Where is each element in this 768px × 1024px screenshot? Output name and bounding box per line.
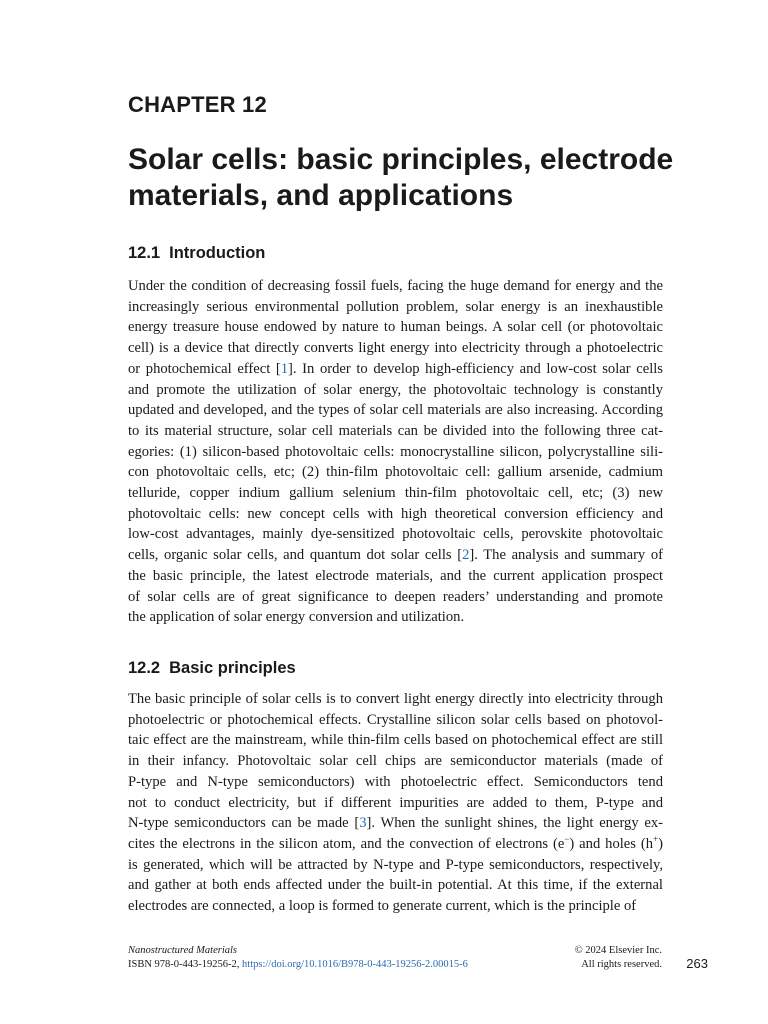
text-line: or photochemical effect [1]. In order to develop high-efficiency and low-cost solar cells xyxy=(128,360,663,377)
text-line: the basic principle, the latest electrode materials, and the current application prospect xyxy=(128,567,663,584)
chapter-title-line-1: Solar cells: basic principles, electrode xyxy=(128,143,674,176)
chapter-title xyxy=(128,142,688,214)
chapter-title-line-2: materials, and applications xyxy=(128,179,514,212)
section-heading-basic-principles xyxy=(128,659,296,678)
text-line: N-type semiconductors can be made [3]. When the sunlight shines, the light energy ex- xyxy=(128,815,663,832)
text-line: is generated, which will be attracted by N-type and P-type semiconductors, respectively, xyxy=(128,856,663,873)
text-line: of solar cells are of great significance to deepen readers’ understanding and promote xyxy=(128,588,663,605)
text-line: and promote the utilization of solar energy, the photovoltaic technology is constantly xyxy=(128,381,663,398)
text-line: to its material structure, solar cell materials can be divided into the following three cat- xyxy=(128,422,663,439)
section-number: 12.2 xyxy=(128,659,161,677)
isbn: ISBN 978-0-443-19256-2, xyxy=(128,959,243,970)
text-line: telluride, copper indium gallium selenium thin-film photovoltaic cell, etc; (3) new xyxy=(128,485,663,502)
citation-link[interactable]: 1 xyxy=(280,360,289,377)
copyright-text: © 2024 Elsevier Inc. xyxy=(574,945,662,956)
doi-link[interactable]: https://doi.org/10.1016/B978-0-443-19256-2.00015-6 xyxy=(242,959,468,970)
book-title: Nanostructured Materials xyxy=(128,945,237,956)
text-line: cells, organic solar cells, and quantum dot solar cells [2]. The analysis and summary of xyxy=(128,547,664,564)
citation-link[interactable]: 2 xyxy=(462,547,470,564)
text-line: taic effect are the mainstream, while thin-film cells based on photochemical effect are still xyxy=(128,732,663,749)
text-line: cell) is a device that directly converts light energy into electricity through a photoelectric xyxy=(128,340,663,357)
section-title: Introduction xyxy=(169,244,266,262)
text-line: in their infancy. Photovoltaic solar cell chips are semiconductor materials (made of xyxy=(128,753,663,770)
basic-principles-paragraph xyxy=(128,689,663,917)
text-line: increasingly serious environmental pollution problem, solar energy is an inexhaustible xyxy=(128,298,663,315)
text-line: P-type and N-type semiconductors) with photoelectric effect. Semiconductors tend xyxy=(128,773,663,790)
text-line: con photovoltaic cells, etc; (2) thin-film photovoltaic cell: gallium arsenide, cadmium xyxy=(128,464,663,481)
text-line: cites the electrons in the silicon atom, and the convection of electrons (e−) and holes (h+) xyxy=(128,833,663,852)
text-line: energy treasure house endowed by nature to human beings. A solar cell (or photovoltaic xyxy=(128,319,663,336)
text-line: photoelectric or photochemical effects. Crystalline silicon solar cells based on photovol- xyxy=(128,711,663,728)
rights-text: All rights reserved. xyxy=(581,959,662,970)
text-line: low-cost advantages, mainly dye-sensitized photovoltaic cells, perovskite photovoltaic xyxy=(128,526,663,543)
superscript: + xyxy=(653,833,659,844)
page-number: 263 xyxy=(686,956,708,971)
text-line: electrodes are connected, a loop is formed to generate current, which is the principle of xyxy=(128,898,637,915)
footer-citation xyxy=(128,944,468,972)
citation-link[interactable]: 3 xyxy=(359,815,367,832)
section-title: Basic principles xyxy=(169,659,296,677)
footer-copyright xyxy=(575,944,662,972)
introduction-paragraph xyxy=(128,276,663,628)
text-line: The basic principle of solar cells is to convert light energy directly into electricity through xyxy=(128,691,663,707)
section-number: 12.1 xyxy=(128,244,161,262)
chapter-label: CHAPTER 12 xyxy=(128,92,267,117)
text-line: and gather at both ends affected under the built-in potential. At this time, if the external xyxy=(128,877,663,894)
text-line: the application of solar energy conversion and utilization. xyxy=(128,609,465,626)
text-line: not to conduct electricity, but if different impurities are added to them, P-type and xyxy=(128,794,663,811)
text-line: updated and developed, and the types of solar cell materials are also increasing. According xyxy=(128,402,663,419)
text-line: egories: (1) silicon-based photovoltaic cells: monocrystalline silicon, polycrystalline sili- xyxy=(128,443,663,460)
superscript: − xyxy=(564,833,570,844)
text-line: photovoltaic cells: new concept cells with high theoretical conversion efficiency and xyxy=(128,505,663,522)
text-line: Under the condition of decreasing fossil fuels, facing the huge demand for energy and the xyxy=(128,278,663,294)
section-heading-introduction xyxy=(128,244,265,263)
